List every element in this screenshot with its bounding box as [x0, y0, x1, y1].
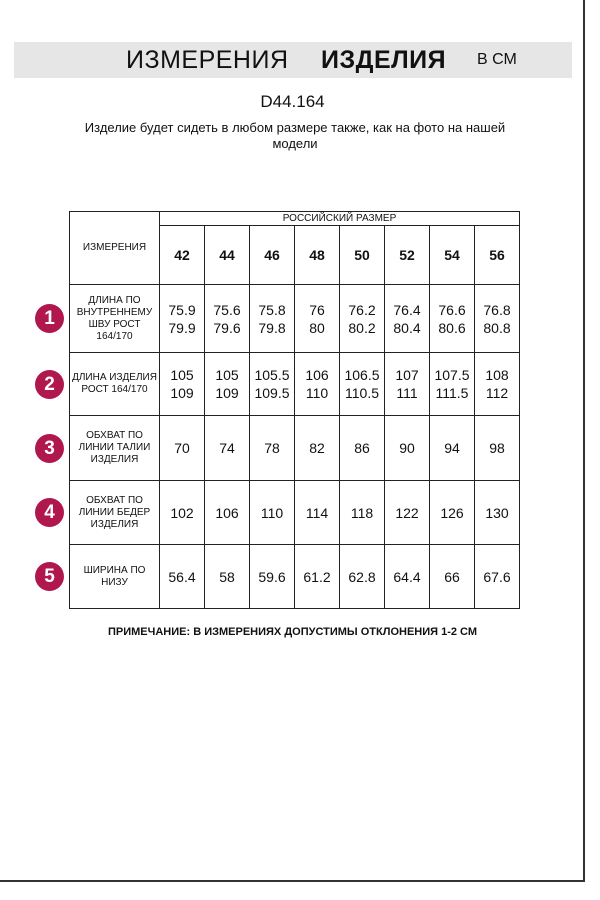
value-cell: [250, 481, 295, 545]
row-number-marker: 4: [35, 498, 64, 527]
value-line: 126: [440, 504, 464, 521]
value-line: 108: [485, 367, 509, 383]
fit-note: Изделие будет сидеть в любом размере также, как на фото на нашей модели: [84, 120, 506, 151]
title-measurements: ИЗМЕРЕНИЯ: [126, 46, 289, 74]
value-line: 105: [170, 367, 194, 383]
table-row: [70, 285, 520, 353]
value-line: 75.9: [168, 301, 196, 318]
value-cell: [430, 353, 475, 416]
value-line: 109: [215, 385, 239, 401]
value-cell: [160, 481, 205, 545]
value-line: 76.8: [483, 301, 511, 318]
value-line: 110.5: [345, 385, 379, 401]
tolerance-note: ПРИМЕЧАНИЕ: В ИЗМЕРЕНИЯХ ДОПУСТИМЫ ОТКЛОНЕНИЯ 1-2 СМ: [107, 626, 478, 638]
value-cell: [475, 416, 520, 481]
value-cell: [385, 416, 430, 481]
value-cell: [295, 481, 340, 545]
table-row: [70, 545, 520, 609]
size-table: [69, 211, 520, 609]
value-cell: [205, 545, 250, 609]
value-cell: [475, 353, 520, 416]
value-cell: [205, 353, 250, 416]
value-cell: [160, 416, 205, 481]
value-cell: [430, 285, 475, 353]
value-cell: [430, 481, 475, 545]
value-line: 76: [309, 301, 325, 318]
value-cell: [340, 481, 385, 545]
row-number-marker: 3: [35, 434, 64, 463]
value-cell: [250, 353, 295, 416]
value-line: 70: [174, 440, 190, 456]
value-line: 78: [264, 440, 280, 456]
value-line: 94: [444, 440, 460, 456]
row-number-marker: 2: [35, 370, 64, 399]
value-cell: [250, 545, 295, 609]
value-line: 105.5: [254, 367, 290, 383]
value-line: 102: [170, 504, 194, 521]
size-header-cell: 50: [340, 226, 385, 285]
value-cell: [295, 353, 340, 416]
value-cell: [385, 285, 430, 353]
value-line: 79.9: [168, 319, 196, 336]
title-band: [14, 42, 572, 78]
value-line: 130: [485, 504, 509, 521]
value-cell: [205, 416, 250, 481]
value-line: 107.5: [434, 367, 470, 383]
value-cell: [340, 353, 385, 416]
value-line: 76.4: [393, 301, 421, 318]
value-line: 105: [215, 367, 239, 383]
title-product: ИЗДЕЛИЯ: [321, 46, 447, 74]
value-line: 110: [305, 385, 329, 401]
value-line: 109: [170, 385, 194, 401]
value-line: 59.6: [258, 568, 286, 585]
value-line: 106: [305, 367, 329, 383]
row-number-marker: 1: [35, 304, 64, 333]
value-cell: [430, 416, 475, 481]
value-cell: [340, 285, 385, 353]
value-line: 64.4: [393, 568, 421, 585]
size-header-cell: 46: [250, 226, 295, 285]
value-line: 76.6: [438, 301, 466, 318]
value-line: 79.6: [213, 319, 241, 336]
value-cell: [385, 353, 430, 416]
value-line: 98: [489, 440, 505, 456]
value-cell: [250, 285, 295, 353]
size-header-cell: 56: [475, 226, 520, 285]
value-line: 66: [444, 568, 460, 585]
value-line: 61.2: [303, 568, 331, 585]
value-line: 106.5: [344, 367, 380, 383]
value-line: 62.8: [348, 568, 376, 585]
value-line: 107: [395, 367, 419, 383]
table-row: [70, 353, 520, 416]
value-line: 112: [485, 385, 509, 401]
value-line: 122: [395, 504, 419, 521]
value-cell: [430, 545, 475, 609]
value-cell: [160, 545, 205, 609]
row-label: ОБХВАТ ПО ЛИНИИ ТАЛИИ ИЗДЕЛИЯ: [70, 416, 160, 481]
row-number-marker: 5: [35, 562, 64, 591]
value-line: 110: [260, 504, 284, 521]
value-line: 82: [309, 440, 325, 456]
value-line: 111: [396, 385, 418, 401]
value-cell: [385, 481, 430, 545]
title-unit: В СМ: [477, 51, 517, 68]
value-line: 75.8: [258, 301, 286, 318]
value-line: 111.5: [435, 385, 469, 401]
value-cell: [475, 285, 520, 353]
row-label: ДЛИНА ПО ВНУТРЕННЕМУ ШВУ РОСТ 164/170: [70, 285, 160, 353]
value-cell: [250, 416, 295, 481]
value-cell: [295, 285, 340, 353]
value-cell: [205, 481, 250, 545]
value-line: 90: [399, 440, 415, 456]
value-cell: [340, 545, 385, 609]
value-cell: [475, 481, 520, 545]
value-line: 56.4: [168, 568, 196, 585]
value-line: 80.4: [393, 319, 421, 336]
size-header-cell: 42: [160, 226, 205, 285]
value-line: 76.2: [348, 301, 376, 318]
value-cell: [295, 545, 340, 609]
value-line: 74: [219, 440, 235, 456]
value-line: 58: [219, 568, 235, 585]
value-cell: [160, 285, 205, 353]
value-line: 80.8: [483, 319, 511, 336]
value-cell: [475, 545, 520, 609]
row-label: ОБХВАТ ПО ЛИНИИ БЕДЕР ИЗДЕЛИЯ: [70, 481, 160, 545]
measure-header: ИЗМЕРЕНИЯ: [70, 212, 160, 285]
value-cell: [295, 416, 340, 481]
size-header-cell: 54: [430, 226, 475, 285]
size-header-cell: 52: [385, 226, 430, 285]
value-line: 118: [350, 504, 374, 521]
value-line: 79.8: [258, 319, 286, 336]
value-cell: [340, 416, 385, 481]
row-label: ШИРИНА ПО НИЗУ: [70, 545, 160, 609]
value-line: 67.6: [483, 568, 511, 585]
table-row: [70, 481, 520, 545]
value-line: 114: [305, 504, 329, 521]
size-system-header: РОССИЙСКИЙ РАЗМЕР: [160, 212, 520, 226]
value-line: 80.6: [438, 319, 466, 336]
value-line: 75.6: [213, 301, 241, 318]
value-cell: [205, 285, 250, 353]
value-cell: [160, 353, 205, 416]
value-line: 80: [309, 319, 325, 336]
table-row: [70, 416, 520, 481]
model-code: D44.164: [260, 92, 325, 111]
value-line: 86: [354, 440, 370, 456]
value-cell: [385, 545, 430, 609]
value-line: 109.5: [254, 385, 290, 401]
size-header-cell: 44: [205, 226, 250, 285]
value-line: 106: [215, 504, 239, 521]
value-line: 80.2: [348, 319, 376, 336]
row-label: ДЛИНА ИЗДЕЛИЯ РОСТ 164/170: [70, 353, 160, 416]
size-header-cell: 48: [295, 226, 340, 285]
